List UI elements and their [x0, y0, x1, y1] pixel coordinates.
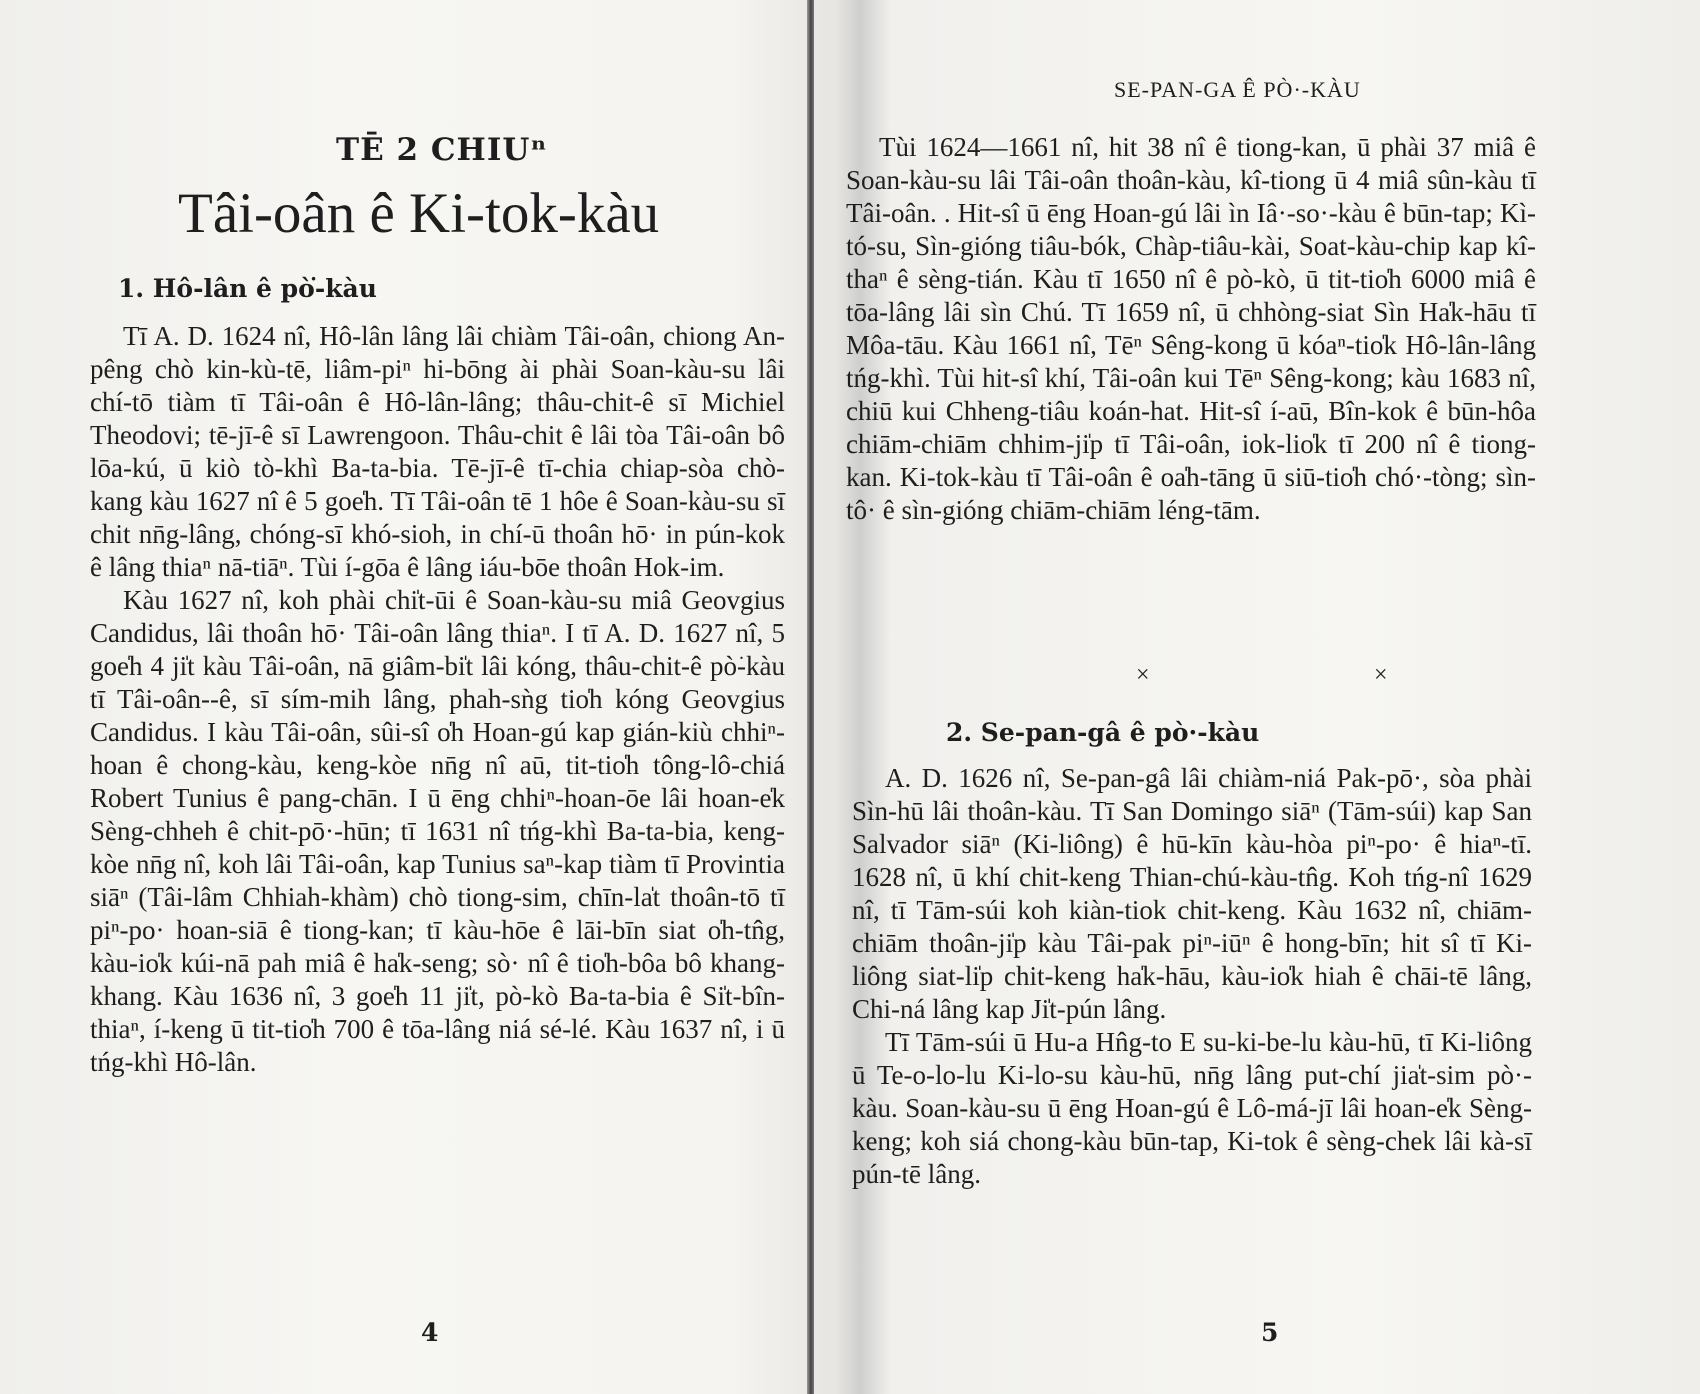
separator-mark-1: ×: [1136, 662, 1150, 688]
right-lower-paragraph-2: Tī Tām-súi ū Hu-a Hn̂g-to E su-ki-be-lu kàu-hū, tī Ki-liông ū Te-o-lo-lu Ki-lo-su kàu-hū, nn̄g lâng put-chí jia̍t-sim pò·-kàu. Soan-kàu-su ū ēng Hoan-gú ê Lô-má-jī lâi hoan-e̍k Sèng-keng; koh siá chong-kàu būn-tap, Ki-tok ê sèng-chek lâi kà-sī pún-tē lâng.: [852, 1027, 1532, 1189]
right-page-number: 5: [1261, 1318, 1279, 1347]
left-body-text: [90, 320, 785, 1079]
book-spine: [807, 0, 814, 1394]
chapter-title: Tâi-oân ê Ki-tok-kàu: [178, 182, 660, 245]
right-upper-paragraph: Tùi 1624—1661 nî, hit 38 nî ê tiong-kan, ū phài 37 miâ ê Soan-kàu-su lâi Tâi-oân thoân-kàu, kî-tiong ū 4 miâ sûn-kàu tī Tâi-oân. . Hit-sî ū ēng Hoan-gú lâi ìn Iâ·-so·-kàu ê būn-tap; Kì-tó-su, Sìn-gióng tiâu-bók, Chàp-tiâu-kài, Soat-kàu-chip kap kî-thaⁿ ê sèng-tián. Kàu tī 1650 nî ê pò-kò, ū tit-tio̍h 6000 miâ ê tōa-lâng lâi sìn Chú. Tī 1659 nî, ū chhòng-siat Sìn Ha̍k-hāu tī Môa-tāu. Kàu 1661 nî, Tēⁿ Sêng-kong ū kóaⁿ-tio̍k Hô-lân-lâng tńg-khì. Tùi hit-sî khí, Tâi-oân kui Tēⁿ Sêng-kong; kàu 1683 nî, chiū kui Chheng-tiâu koán-hat. Hit-sî í-aū, Bîn-kok ê būn-hôa chiām-chiām chhim-ji̍p tī Tâi-oân, iok-lio̍k tī 200 nî ê tiong-kan. Ki-tok-kàu tī Tâi-oân ê oa̍h-tāng ū siū-tio̍h chó·-tòng; sìn-tô· ê sìn-gióng chiām-chiām léng-tām.: [846, 132, 1536, 525]
running-head: SE-PAN-GA Ê PÒ·-KÀU: [1114, 77, 1361, 102]
right-lower-paragraph-1: A. D. 1626 nî, Se-pan-gâ lâi chiàm-niá Pak-pō·, sòa phài Sìn-hū lâi thoân-kàu. Tī San Domingo siāⁿ (Tām-súi) kap San Salvador siāⁿ (Ki-liông) ê hū-kīn kàu-hòa piⁿ-po· ê hiaⁿ-tī. 1628 nî, ū khí chit-keng Thian-chú-kàu-tn̂g. Koh tńg-nî 1629 nî, tī Tām-súi koh kiàn-tiok chit-keng. Kàu 1632 nî, chiām-chiām thoân-ji̍p kàu Tâi-pak piⁿ-iūⁿ ê hong-bīn; hit sî tī Ki-liông siat-li̍p chit-keng ha̍k-hāu, kàu-io̍k hiah ê chāi-tē lâng, Chi-ná lâng kap Ji̍t-pún lâng.: [852, 763, 1532, 1024]
left-page: [0, 0, 807, 1394]
chapter-heading: TĒ 2 CHIUⁿ: [336, 132, 548, 168]
right-page: [814, 0, 1700, 1394]
left-page-number: 4: [421, 1318, 439, 1347]
separator-mark-2: ×: [1374, 662, 1388, 688]
right-lower-text: [852, 762, 1532, 1191]
section-heading-sepanga: 2. Se-pan-gâ ê pò·-kàu: [946, 718, 1260, 747]
separator-marks: [1136, 662, 1436, 692]
section-heading-holan: 1. Hô-lân ê pò͘-kàu: [118, 274, 377, 303]
left-paragraph-2: Kàu 1627 nî, koh phài chi̍t-ūi ê Soan-kàu-su miâ Geovgius Candidus, lâi thoân hō· Tâi-oân lâng thiaⁿ. I tī A. D. 1627 nî, 5 goe̍h 4 ji̍t kàu Tâi-oân, nā giâm-bi̍t lâi kóng, thâu-chit-ê pò͘-kàu tī Tâi-oân--ê, sī sím-mih lâng, phah-sǹg tio̍h kóng Geovgius Candidus. I kàu Tâi-oân, sûi-sî o̍h Hoan-gú kap gián-kiù chhiⁿ-hoan ê chong-kàu, keng-kòe nn̄g nî aū, tit-tio̍h tông-lô-chiá Robert Tunius ê pang-chān. I ū ēng chhiⁿ-hoan-ōe lâi hoan-e̍k Sèng-chheh ê chit-pō·-hūn; tī 1631 nî tńg-khì Ba-ta-bia, keng-kòe nn̄g nî, koh lâi Tâi-oân, kap Tunius saⁿ-kap tiàm tī Provintia siāⁿ (Tâi-lâm Chhiah-khàm) chò tiong-sim, chīn-la̍t thoân-tō tī piⁿ-po· hoan-siā ê tiong-kan; tī kàu-hōe ê lāi-bīn siat o̍h-tn̂g, kàu-io̍k kúi-nā pah miâ ê ha̍k-seng; sò· nî ê tio̍h-bôa bô khang-khang. Kàu 1636 nî, 3 goe̍h 11 ji̍t, pò-kò Ba-ta-bia ê Si̍t-bîn-thiaⁿ, í-keng ū tit-tio̍h 700 ê tōa-lâng niá sé-lé. Kàu 1637 nî, i ū tńg-khì Hô-lân.: [90, 585, 785, 1077]
right-upper-text: [846, 131, 1536, 527]
left-paragraph-1: Tī A. D. 1624 nî, Hô-lân lâng lâi chiàm Tâi-oân, chiong An-pêng chò kin-kù-tē, liâm-piⁿ hi-bōng ài phài Soan-kàu-su lâi chí-tō tiàm tī Tâi-oân ê Hô-lân-lâng; thâu-chit-ê sī Michiel Theodovi; tē-jī-ê sī Lawrengoon. Thâu-chit ê lâi tòa Tâi-oân bô lōa-kú, ū kiò tò-khì Ba-ta-bia. Tē-jī-ê tī-chia chiap-sòa chò-kang kàu 1627 nî ê 5 goe̍h. Tī Tâi-oân tē 1 hôe ê Soan-kàu-su sī chit nn̄g-lâng, chóng-sī khó-sioh, in chí-ū thoân hō· in pún-kok ê lâng thiaⁿ nā-tiāⁿ. Tùi í-gōa ê lâng iáu-bōe thoân Hok-im.: [90, 321, 785, 582]
